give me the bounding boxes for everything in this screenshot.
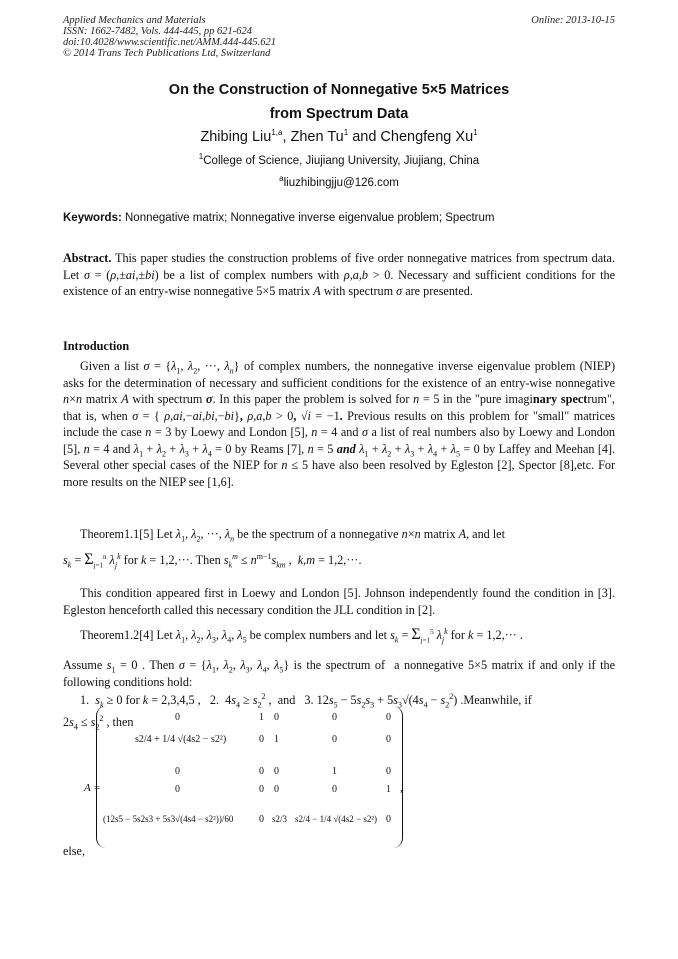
- matrix-cell: 0: [386, 734, 391, 745]
- issn-line: ISSN: 1662-7482, Vols. 444-445, pp 621-624: [63, 26, 252, 37]
- intro-paragraph: Given a list $\sigma = \{\lambda_1$, $\lambda_2$, ···, $\lambda_n$} of complex numbers, the nonnegative inverse eigenvalue problem (NIEP) asks for the determination of necessary and sufficient conditions for the existence of an entry-wise nonnegative n×n matrix A with spectrum σ. In this paper the problem is solved for n = 5 in the "pure imaginary spectrum", that is, when σ = { ρ,ai,−ai,bi,−bi}, ρ,a,b > 0, √i = −1. Previous results on this problem for "small" matrices include the case n = 3 by Loewy and London [5], n = 4 and σ a list of real numbers also by Loewy and London [5], n = 4 and $\lambda_1 + \lambda_2 + \lambda_3 + \lambda_4 = 0$ by Reams [7], n = 5 and $\lambda_1 + \lambda_2 + \lambda_3 + \lambda_4 + \lambda_5 = 0$ by Laffey and Meehan [4]. Several other special cases of the NIEP for n ≤ 5 have also been resolved by Egleston [2], Spector [8],etc. For more results on the NIEP see [1,6].: [63, 359, 616, 489]
- journal-name: Applied Mechanics and Materials: [63, 15, 206, 26]
- matrix-cell: 0: [175, 712, 180, 723]
- matrix-cell: s2/4 − 1/4 √(4s2 − s2²): [295, 814, 378, 824]
- matrix-cell: 0: [259, 814, 264, 825]
- else-text: else,: [63, 844, 85, 858]
- theorem-1-1: Theorem1.1[5] Let $\lambda_1$, $\lambda_2$, ···, $\lambda_n$ be the spectrum of a nonnegative n×n matrix A, and let: [80, 527, 505, 544]
- matrix-cell: 0: [175, 766, 180, 777]
- matrix-cell: 0: [175, 784, 180, 795]
- matrix-cell: 1: [274, 734, 279, 745]
- matrix-cell: (12s5 − 5s2s3 + 5s3√(4s4 − s2²))/60: [103, 814, 234, 824]
- matrix-label: A =: [84, 782, 101, 794]
- paper-title-line1: On the Construction of Nonnegative 5×5 Matrices: [168, 82, 510, 98]
- matrix-cell: 0: [259, 734, 264, 745]
- matrix-comma: ,: [400, 780, 403, 794]
- matrix-bracket: [96, 706, 403, 848]
- keywords-label: Keywords:: [63, 212, 122, 224]
- author-email: $^a$liuzhibingjju@126.com: [279, 174, 399, 189]
- abstract-label: Abstract.: [63, 251, 112, 265]
- matrix-cell: 0: [386, 814, 391, 825]
- theorem-1-2-conditions: 1. $s_k \ge 0$ for k = 2,3,4,5 , 2. $4s_4 \ge s_2^2$ , and 3. $12s_5 - 5s_2s_3 + 5s_3√(4s_4 - s_2^2)$ .Meanwhile, if: [80, 691, 532, 710]
- matrix-cell: 1: [332, 766, 337, 777]
- matrix-cell: 0: [274, 766, 279, 777]
- online-date: Online: 2013-10-15: [531, 15, 615, 26]
- abstract: Abstract. This paper studies the construction problems of five order nonnegative matrices from spectrum data. Let σ = (ρ,±ai,±bi) be a list of complex numbers with ρ,a,b > 0. Necessary and sufficient conditions for the existence of an entry-wise nonnegative 5×5 matrix A with spectrum σ are presented.: [63, 251, 616, 298]
- theorem-1-2-then: $2s_4 \le s_2^2$ , then: [63, 713, 134, 732]
- matrix-cell: 0: [386, 712, 391, 723]
- matrix-cell: 0: [274, 784, 279, 795]
- jll-paragraph: This condition appeared first in Loewy and London [5]. Johnson independently found the condition in [3]. Egleston henceforth called this necessary condition the JLL condition in [2].: [63, 586, 615, 617]
- doi-line: doi:10.4028/www.scientific.net/AMM.444-445.621: [63, 37, 276, 48]
- theorem-1-2: Theorem1.2[4] Let $\lambda_1$, $\lambda_2$, $\lambda_3$, $\lambda_4$, $\lambda_5$ be complex numbers and let $s_k = \Sigma_{j=1}^5$ $\lambda_j^k$ for k = 1,2,··· .: [80, 626, 523, 645]
- matrix-cell: 0: [259, 784, 264, 795]
- keywords-text: Nonnegative matrix; Nonnegative inverse eigenvalue problem; Spectrum: [125, 212, 495, 224]
- paper-title-line2: from Spectrum Data: [269, 106, 409, 122]
- section-heading-introduction: Introduction: [63, 339, 130, 353]
- matrix-cell: 0: [332, 734, 337, 745]
- matrix-cell: 0: [332, 784, 337, 795]
- matrix-cell: 1: [386, 784, 391, 795]
- theorem-1-1-formula: $s_k = \Sigma_{j=1}^n$ $\lambda_j^k$ for k = 1,2,···. Then $s_k^m \le n^{m-1}s_{km}$ , k,m = 1,2,···.: [63, 551, 362, 570]
- affiliation: $^1$College of Science, Jiujiang University, Jiujiang, China: [198, 152, 480, 167]
- matrix-cell: 0: [332, 712, 337, 723]
- authors: Zhibing Liu$^{1,a}$, Zhen Tu$^1$ and Chengfeng Xu$^1$: [200, 128, 478, 145]
- matrix-cell: 0: [259, 766, 264, 777]
- matrix-cell: s2/3: [272, 814, 288, 824]
- theorem-1-2-assumption: Assume $s_1 = 0$ . Then $\sigma = \{\lambda_1$, $\lambda_2$, $\lambda_3$, $\lambda_4$, $\lambda_5$} is the spectrum of a nonnegative 5×5 matrix if and only if the following conditions hold:: [63, 658, 616, 689]
- keywords-line: [63, 212, 623, 224]
- matrix-cell: s2/4 + 1/4 √(4s2 − s2²): [135, 734, 227, 745]
- copyright-line: © 2014 Trans Tech Publications Ltd, Switzerland: [63, 48, 271, 59]
- matrix-cell: 0: [274, 712, 279, 723]
- matrix-cell: 0: [386, 766, 391, 777]
- matrix-cell: 1: [259, 712, 264, 723]
